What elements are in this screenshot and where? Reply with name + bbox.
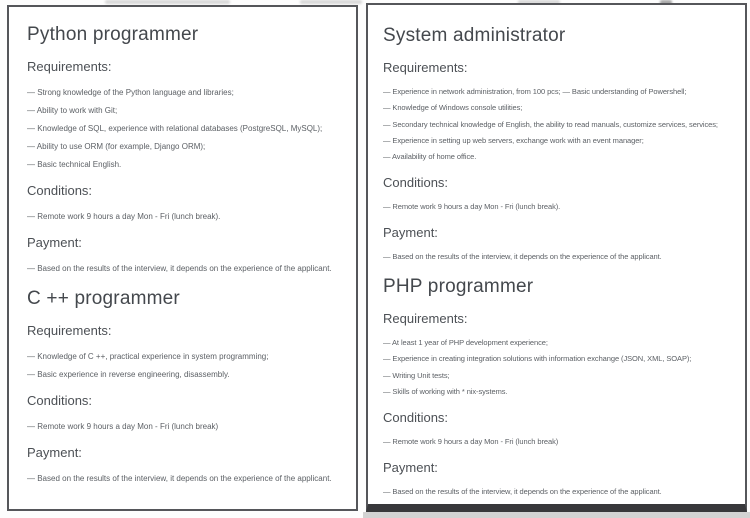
payment-item: — Based on the results of the interview, it depends on the experience of the applicant. bbox=[27, 474, 332, 483]
requirements-heading: Requirements: bbox=[27, 323, 112, 338]
requirement-item: — Secondary technical knowledge of English, the ability to read manuals, customize services, services; bbox=[383, 119, 718, 129]
payment-item: — Based on the results of the interview, it depends on the experience of the applicant. bbox=[383, 252, 662, 262]
requirement-item: — Ability to use ORM (for example, Django ORM); bbox=[27, 142, 206, 151]
requirement-item: — Knowledge of SQL, experience with relational databases (PostgreSQL, MySQL); bbox=[27, 124, 323, 133]
requirement-item: — Basic experience in reverse engineering, disassembly. bbox=[27, 370, 230, 379]
conditions-heading: Conditions: bbox=[383, 410, 449, 426]
requirements-heading: Requirements: bbox=[383, 311, 468, 327]
condition-item: — Remote work 9 hours a day Mon - Fri (lunch break) bbox=[383, 437, 559, 447]
conditions-heading: Conditions: bbox=[383, 175, 449, 191]
condition-item: — Remote work 9 hours a day Mon - Fri (lunch break) bbox=[27, 422, 219, 431]
conditions-heading: Conditions: bbox=[27, 183, 93, 198]
requirement-item: — Ability to work with Git; bbox=[27, 106, 118, 115]
requirement-item: — At least 1 year of PHP development experience; bbox=[383, 338, 548, 348]
requirement-item: — Knowledge of Windows console utilities; bbox=[383, 103, 523, 113]
job-title-python-programmer: Python programmer bbox=[27, 24, 199, 45]
top-artifact-smudge bbox=[105, 0, 230, 4]
payment-heading: Payment: bbox=[383, 460, 438, 476]
requirement-item: — Strong knowledge of the Python language and libraries; bbox=[27, 88, 234, 97]
requirement-item: — Basic technical English. bbox=[27, 160, 122, 169]
payment-item: — Based on the results of the interview, it depends on the experience of the applicant. bbox=[383, 487, 662, 497]
payment-heading: Payment: bbox=[27, 235, 82, 250]
requirements-heading: Requirements: bbox=[383, 60, 468, 75]
document-page-left bbox=[7, 5, 358, 511]
payment-heading: Payment: bbox=[383, 225, 438, 241]
condition-item: — Remote work 9 hours a day Mon - Fri (lunch break). bbox=[383, 202, 561, 212]
conditions-heading: Conditions: bbox=[27, 393, 93, 408]
document-page-right bbox=[366, 3, 747, 512]
payment-heading: Payment: bbox=[27, 445, 82, 460]
requirement-item: — Knowledge of C ++, practical experience in system programming; bbox=[27, 352, 269, 361]
job-title-cpp-programmer: C ++ programmer bbox=[27, 288, 180, 309]
job-title-php-programmer: PHP programmer bbox=[383, 276, 534, 298]
requirement-item: — Experience in setting up web servers, exchange work with an event manager; bbox=[383, 135, 644, 145]
bottom-strip bbox=[363, 512, 750, 518]
requirement-item: — Experience in network administration, from 100 pcs; — Basic understanding of Powershell; bbox=[383, 87, 687, 96]
requirement-item: — Availability of home office. bbox=[383, 152, 477, 162]
top-artifact-smudge bbox=[300, 0, 362, 4]
condition-item: — Remote work 9 hours a day Mon - Fri (lunch break). bbox=[27, 212, 221, 221]
requirement-item: — Skills of working with * nix-systems. bbox=[383, 387, 508, 397]
requirement-item: — Writing Unit tests; bbox=[383, 370, 450, 380]
payment-item: — Based on the results of the interview, it depends on the experience of the applicant. bbox=[27, 264, 332, 273]
requirement-item: — Experience in creating integration solutions with information exchange (JSON, XML, SOAP); bbox=[383, 354, 692, 364]
job-title-system-administrator: System administrator bbox=[383, 25, 566, 46]
requirements-heading: Requirements: bbox=[27, 59, 112, 74]
